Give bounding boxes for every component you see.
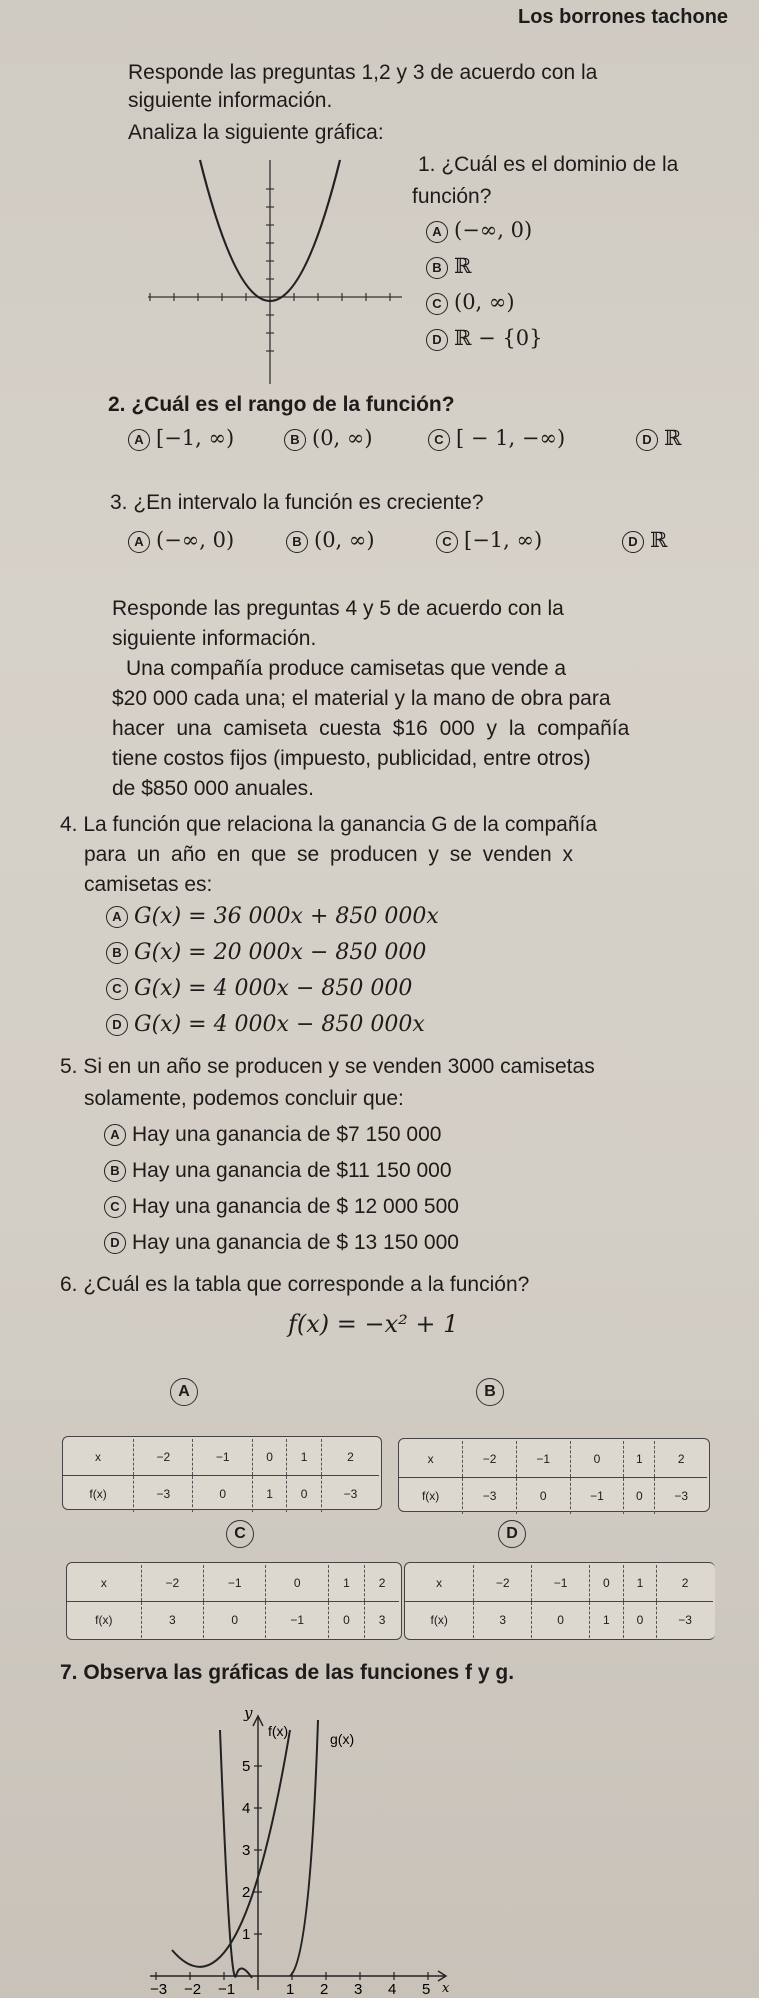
table-a-label: A xyxy=(170,1378,198,1406)
q5-option-a[interactable]: A Hay una ganancia de $7 150 000 xyxy=(104,1122,441,1148)
x-tick-label: −1 xyxy=(218,1981,236,1998)
q4-option-c[interactable]: C G(x) = 4 000x − 850 000 xyxy=(106,976,412,1001)
parabola-graph xyxy=(140,152,410,392)
x-tick-label: 4 xyxy=(388,1981,397,1998)
y-tick-label: 3 xyxy=(242,1842,251,1859)
q3-option-a[interactable]: A (−∞, 0) xyxy=(128,528,234,553)
q2-option-c[interactable]: C [ − 1, −∞) xyxy=(428,426,565,451)
y-tick-label: 5 xyxy=(242,1758,251,1775)
page-header: Los borrones tachone xyxy=(518,6,729,28)
section2-para-5: de $850 000 anuales. xyxy=(112,777,315,800)
q1-option-a[interactable]: A (−∞, 0) xyxy=(426,218,532,243)
table-a-grid: x −2 −1 0 1 2 f(x) −3 0 1 0 −3 xyxy=(63,1439,379,1512)
q4-option-d[interactable]: D G(x) = 4 000x − 850 000x xyxy=(106,1012,425,1037)
section2-para-4: tiene costos fijos (impuesto, publicidad, entre otros) xyxy=(112,747,591,770)
q5-option-d[interactable]: D Hay una ganancia de $ 13 150 000 xyxy=(104,1230,459,1256)
section2-para-1: Una compañía produce camisetas que vende a xyxy=(126,657,567,680)
q5-option-c[interactable]: C Hay una ganancia de $ 12 000 500 xyxy=(104,1194,459,1220)
q3-option-d[interactable]: D ℝ xyxy=(622,528,667,553)
x-tick-label: 2 xyxy=(320,1981,329,1998)
section2-line1: Responde las preguntas 4 y 5 de acuerdo con la xyxy=(112,597,564,620)
q4-question-2: para un año en que se producen y se venden x xyxy=(84,843,573,866)
q5-question-2: solamente, podemos concluir que: xyxy=(84,1087,404,1110)
q3-option-b[interactable]: B (0, ∞) xyxy=(286,528,375,553)
q6-question: 6. ¿Cuál es la tabla que corresponde a la función? xyxy=(60,1273,530,1296)
x-tick-label: −2 xyxy=(184,1981,202,1998)
x-tick-label: 3 xyxy=(354,1981,363,1998)
table-d-grid: x −2 −1 0 1 2 f(x) 3 0 1 0 −3 xyxy=(405,1565,713,1638)
q2-option-a[interactable]: A [−1, ∞) xyxy=(128,426,234,451)
intro-line-3: Analiza la siguiente gráfica: xyxy=(128,121,384,144)
y-tick-label: 1 xyxy=(242,1926,251,1943)
q5-question-1: 5. Si en un año se producen y se venden 3000 camisetas xyxy=(60,1055,595,1078)
table-d[interactable] xyxy=(404,1562,715,1640)
table-a[interactable] xyxy=(62,1436,382,1510)
table-c-label: C xyxy=(226,1520,254,1548)
f-curve xyxy=(172,1730,290,1967)
x-tick-label: 1 xyxy=(286,1981,295,1998)
y-tick-label: 2 xyxy=(242,1884,251,1901)
q3-question: 3. ¿En intervalo la función es creciente? xyxy=(110,491,484,514)
q4-option-b[interactable]: B G(x) = 20 000x − 850 000 xyxy=(106,940,426,965)
table-b[interactable] xyxy=(398,1438,710,1512)
q1-option-d[interactable]: D ℝ − {0} xyxy=(426,326,542,351)
q2-option-b[interactable]: B (0, ∞) xyxy=(284,426,373,451)
q1-question-line2: función? xyxy=(412,185,492,208)
fg-graph xyxy=(140,1700,460,1998)
q1-question-line1: 1. ¿Cuál es el dominio de la xyxy=(418,153,679,176)
q4-question-3: camisetas es: xyxy=(84,873,213,896)
table-c-grid: x −2 −1 0 1 2 f(x) 3 0 −1 0 3 xyxy=(67,1565,399,1638)
x-tick-label: 5 xyxy=(422,1981,431,1998)
y-axis-label: y xyxy=(244,1704,253,1722)
intro-line-2: siguiente información. xyxy=(128,89,333,112)
intro-line-1: Responde las preguntas 1,2 y 3 de acuerdo con la xyxy=(128,61,598,84)
g-curve xyxy=(290,1720,318,1976)
table-d-label: D xyxy=(498,1520,526,1548)
q1-option-c[interactable]: C (0, ∞) xyxy=(426,290,515,315)
q1-option-b[interactable]: B ℝ xyxy=(426,254,471,279)
q4-option-a[interactable]: A G(x) = 36 000x + 850 000x xyxy=(106,904,439,929)
section2-para-2: $20 000 cada una; el material y la mano de obra para xyxy=(112,687,611,710)
q6-function: f(x) = −x² + 1 xyxy=(288,1310,459,1338)
f-label: f(x) xyxy=(268,1723,289,1739)
q2-option-d[interactable]: D ℝ xyxy=(636,426,681,451)
q2-question: 2. ¿Cuál es el rango de la función? xyxy=(108,393,455,416)
q5-option-b[interactable]: B Hay una ganancia de $11 150 000 xyxy=(104,1158,452,1184)
q4-question-1: 4. La función que relaciona la ganancia G de la compañía xyxy=(60,813,598,836)
x-tick-label: −3 xyxy=(150,1981,168,1998)
q7-question: 7. Observa las gráficas de las funciones f y g. xyxy=(60,1661,515,1684)
section2-line2: siguiente información. xyxy=(112,627,317,650)
table-c[interactable] xyxy=(66,1562,402,1640)
table-b-label: B xyxy=(476,1378,504,1406)
table-b-grid: x −2 −1 0 1 2 f(x) −3 0 −1 0 −3 xyxy=(399,1441,707,1514)
x-axis-label: x xyxy=(442,1981,450,1996)
g-label: g(x) xyxy=(330,1731,355,1747)
q3-option-c[interactable]: C [−1, ∞) xyxy=(436,528,542,553)
section2-para-3: hacer una camiseta cuesta $16 000 y la compañía xyxy=(112,717,630,740)
y-tick-label: 4 xyxy=(242,1800,251,1817)
